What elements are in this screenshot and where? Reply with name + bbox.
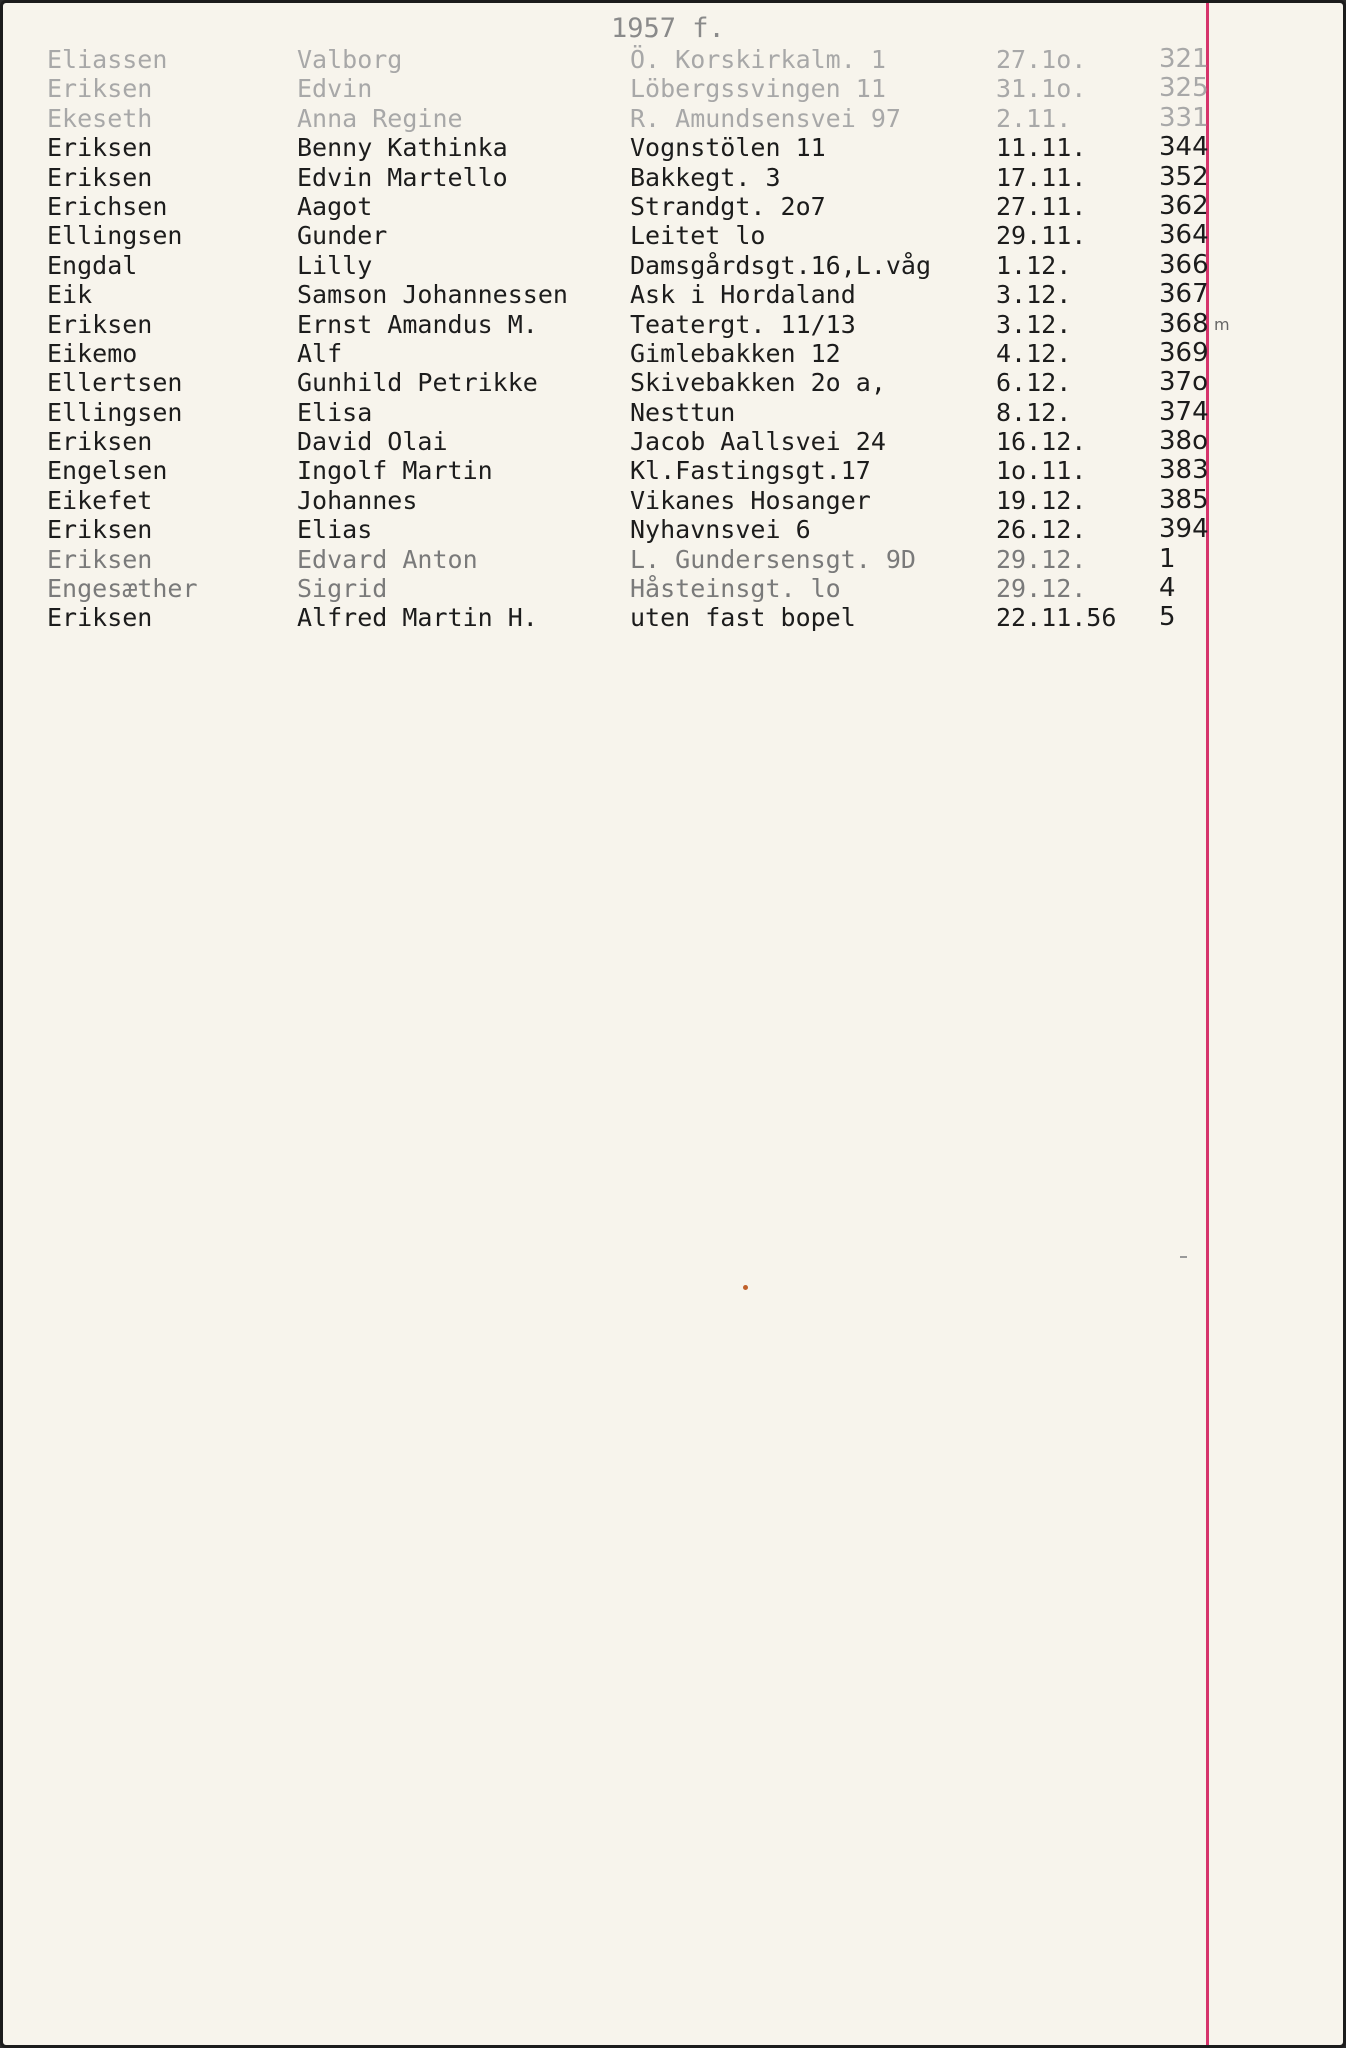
date-cell: 29.11. (996, 221, 1087, 251)
register-row (3, 368, 1346, 397)
number-cell: 1 (1159, 543, 1176, 574)
register-row (3, 339, 1346, 368)
given-name-cell: Gunhild Petrikke (297, 368, 538, 398)
register-row (3, 280, 1346, 309)
surname-cell: Engesæther (47, 574, 198, 604)
register-row (3, 456, 1346, 485)
surname-cell: Ellertsen (47, 368, 183, 398)
number-cell: 5 (1159, 602, 1176, 633)
address-cell: Ö. Korskirkalm. 1 (630, 45, 886, 74)
number-cell: 331 (1159, 102, 1209, 133)
address-cell: Leitet lo (630, 221, 766, 251)
register-row (3, 163, 1346, 192)
pencil-dash (1180, 1256, 1187, 1258)
date-cell: 1o.11. (996, 456, 1087, 486)
number-cell: 38o (1159, 426, 1208, 457)
register-row (3, 251, 1346, 280)
surname-cell: Eriksen (47, 133, 153, 163)
date-cell: 16.12. (996, 427, 1087, 457)
date-cell: 8.12. (996, 397, 1072, 427)
number-cell: 352 (1159, 161, 1209, 192)
given-name-cell: Edvard Anton (297, 544, 478, 574)
surname-cell: Erichsen (47, 191, 168, 221)
margin-mark: m (1214, 314, 1230, 334)
register-row (3, 486, 1346, 515)
given-name-cell: Alf (297, 338, 343, 368)
surname-cell: Eriksen (47, 309, 153, 339)
address-cell: Vognstölen 11 (630, 133, 826, 163)
register-row (3, 398, 1346, 427)
date-cell: 31.1o. (996, 74, 1087, 104)
year-header: 1957 f. (611, 13, 725, 44)
register-row (3, 545, 1346, 574)
number-cell: 369 (1159, 337, 1209, 368)
surname-cell: Eikefet (47, 485, 153, 515)
address-cell: L. Gundersensgt. 9D (630, 544, 916, 574)
number-cell: 366 (1159, 249, 1209, 280)
address-cell: Jacob Aallsvei 24 (630, 427, 886, 457)
date-cell: 22.11.56 (996, 603, 1117, 633)
date-cell: 27.1o. (996, 45, 1087, 74)
surname-cell: Eriksen (47, 427, 153, 457)
address-cell: Gimlebakken 12 (630, 338, 841, 368)
given-name-cell: Valborg (297, 45, 403, 74)
address-cell: Vikanes Hosanger (630, 485, 871, 515)
surname-cell: Ekeseth (47, 103, 153, 133)
date-cell: 29.12. (996, 544, 1087, 574)
number-cell: 37o (1159, 367, 1208, 398)
register-row (3, 133, 1346, 162)
date-cell: 6.12. (996, 368, 1072, 398)
ink-dot (743, 1285, 748, 1290)
surname-cell: Eliassen (47, 45, 168, 74)
number-cell: 394 (1159, 514, 1209, 545)
register-list (3, 45, 1346, 633)
date-cell: 3.12. (996, 280, 1072, 310)
number-cell: 325 (1159, 73, 1209, 104)
date-cell: 2.11. (996, 103, 1072, 133)
number-cell: 362 (1159, 190, 1209, 221)
surname-cell: Eriksen (47, 74, 153, 104)
surname-cell: Eriksen (47, 515, 153, 545)
register-row (3, 45, 1346, 74)
number-cell: 368 (1159, 308, 1209, 339)
date-cell: 27.11. (996, 191, 1087, 221)
register-row (3, 574, 1346, 603)
number-cell: 383 (1159, 455, 1209, 486)
register-row (3, 104, 1346, 133)
date-cell: 26.12. (996, 515, 1087, 545)
date-cell: 1.12. (996, 250, 1072, 280)
address-cell: Teatergt. 11/13 (630, 309, 856, 339)
number-cell: 4 (1159, 573, 1176, 604)
register-row (3, 74, 1346, 103)
address-cell: Löbergssvingen 11 (630, 74, 886, 104)
given-name-cell: Lilly (297, 250, 373, 280)
number-cell: 374 (1159, 396, 1209, 427)
surname-cell: Engdal (47, 250, 138, 280)
register-row (3, 221, 1346, 250)
surname-cell: Eik (47, 280, 93, 310)
register-row (3, 427, 1346, 456)
date-cell: 4.12. (996, 338, 1072, 368)
date-cell: 19.12. (996, 485, 1087, 515)
address-cell: Kl.Fastingsgt.17 (630, 456, 871, 486)
address-cell: Håsteinsgt. lo (630, 574, 841, 604)
given-name-cell: Anna Regine (297, 103, 463, 133)
surname-cell: Engelsen (47, 456, 168, 486)
date-cell: 11.11. (996, 133, 1087, 163)
number-cell: 385 (1159, 484, 1209, 515)
given-name-cell: Edvin Martello (297, 162, 508, 192)
surname-cell: Eikemo (47, 338, 138, 368)
register-row (3, 515, 1346, 544)
date-cell: 17.11. (996, 162, 1087, 192)
address-cell: Bakkegt. 3 (630, 162, 781, 192)
register-row (3, 603, 1346, 632)
given-name-cell: Ingolf Martin (297, 456, 493, 486)
address-cell: Damsgårdsgt.16,L.våg (630, 250, 932, 280)
number-cell: 321 (1159, 44, 1209, 74)
address-cell: Skivebakken 2o a, (630, 368, 886, 398)
number-cell: 344 (1159, 132, 1209, 163)
address-cell: Ask i Hordaland (630, 280, 856, 310)
given-name-cell: Samson Johannessen (297, 280, 568, 310)
given-name-cell: Johannes (297, 485, 418, 515)
address-cell: R. Amundsensvei 97 (630, 103, 901, 133)
address-cell: uten fast bopel (630, 603, 856, 633)
given-name-cell: Benny Kathinka (297, 133, 508, 163)
given-name-cell: Aagot (297, 191, 373, 221)
surname-cell: Eriksen (47, 603, 153, 633)
given-name-cell: David Olai (297, 427, 448, 457)
date-cell: 29.12. (996, 574, 1087, 604)
given-name-cell: Edvin (297, 74, 373, 104)
register-row (3, 192, 1346, 221)
date-cell: 3.12. (996, 309, 1072, 339)
address-cell: Nyhavnsvei 6 (630, 515, 811, 545)
surname-cell: Ellingsen (47, 221, 183, 251)
address-cell: Nesttun (630, 397, 736, 427)
number-cell: 367 (1159, 279, 1209, 310)
number-cell: 364 (1159, 220, 1209, 251)
given-name-cell: Gunder (297, 221, 388, 251)
given-name-cell: Ernst Amandus M. (297, 309, 538, 339)
given-name-cell: Sigrid (297, 574, 388, 604)
register-row (3, 310, 1346, 339)
given-name-cell: Elias (297, 515, 373, 545)
surname-cell: Ellingsen (47, 397, 183, 427)
given-name-cell: Alfred Martin H. (297, 603, 538, 633)
surname-cell: Eriksen (47, 162, 153, 192)
address-cell: Strandgt. 2o7 (630, 191, 826, 221)
given-name-cell: Elisa (297, 397, 373, 427)
surname-cell: Eriksen (47, 544, 153, 574)
